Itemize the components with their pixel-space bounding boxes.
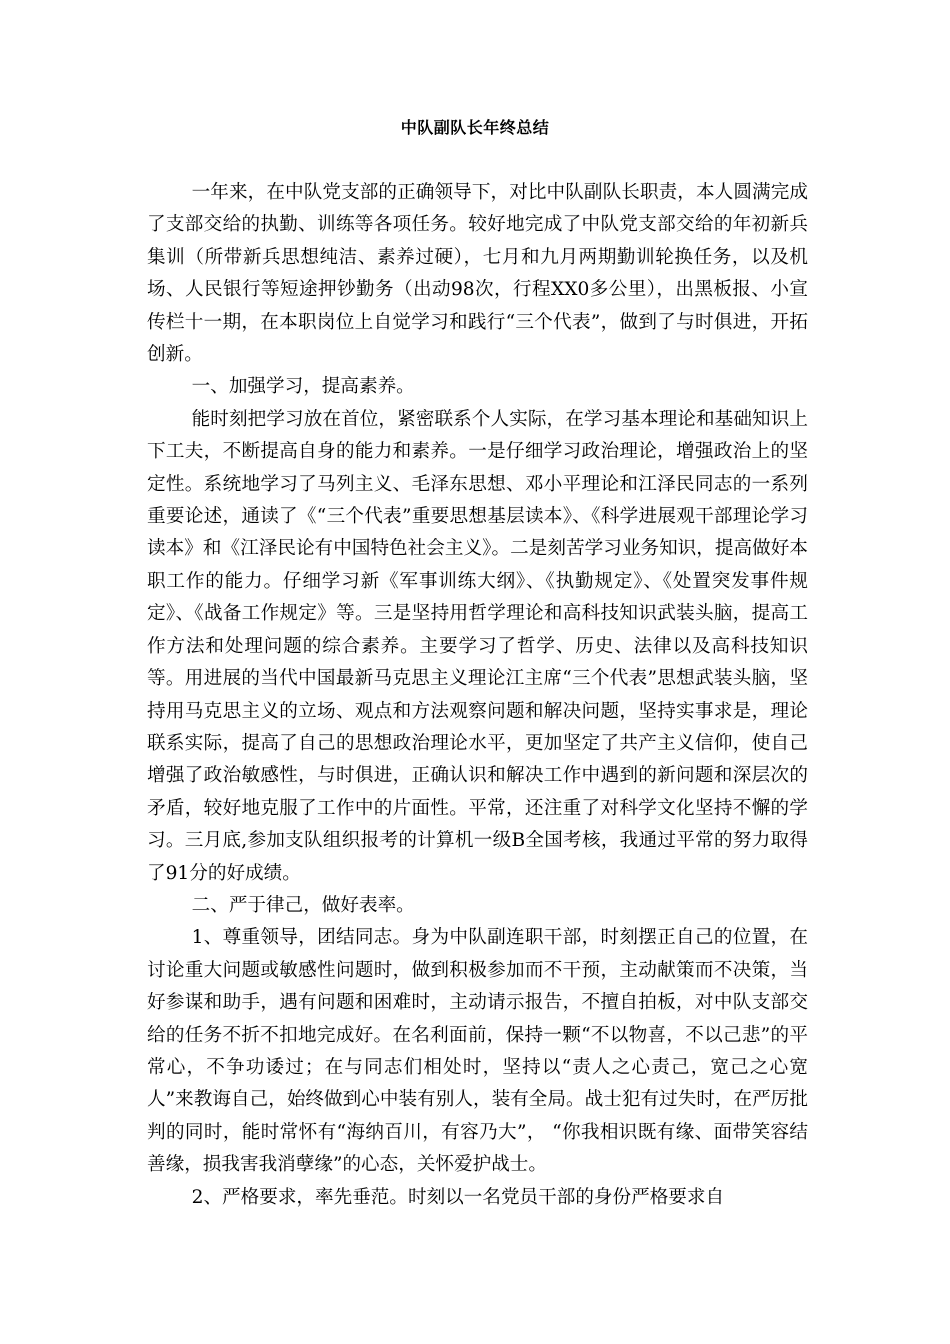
- document-title: 中队副队长年终总结: [400, 118, 550, 137]
- paragraph-intro: 一年来，在中队党支部的正确领导下，对比中队副队长职责，本人圆满完成了支部交给的执勤、训练等各项任务。较好地完成了中队党支部交给的年初新兵集训（所带新兵思想纯洁、素养过硬），七月和九月两期勤训轮换任务，以及机场、人民银行等短途押钞勤务（出动98次，行程XX0多公里），出黑板报、小宣传栏十一期，在本职岗位上自觉学习和践行“三个代表”，做到了与时俱进，开拓创新。: [147, 182, 808, 366]
- document-body: [147, 177, 808, 1214]
- section-heading-2: 二、严于律己，做好表率。: [191, 894, 415, 916]
- paragraph-study: 能时刻把学习放在首位，紧密联系个人实际，在学习基本理论和基础知识上下工夫，不断提高自身的能力和素养。一是仔细学习政治理论，增强政治上的坚定性。系统地学习了马列主义、毛泽东思想、邓小平理论和江泽民同志的一系列重要论述，通读了《“三个代表”重要思想基层读本》、《科学进展观干部理论学习读本》和《江泽民论有中国特色社会主义》。二是刻苦学习业务知识，提高做好本职工作的能力。仔细学习新《军事训练大纲》、《执勤规定》、《处置突发事件规定》、《战备工作规定》等。三是坚持用哲学理论和高科技知识武装头脑，提高工作方法和处理问题的综合素养。主要学习了哲学、历史、法律以及高科技知识等。用进展的当代中国最新马克思主义理论江主席“三个代表”思想武装头脑，坚持用马克思主义的立场、观点和方法观察问题和解决问题，坚持实事求是，理论联系实际，提高了自己的思想政治理论水平，更加坚定了共产主义信仰，使自己增强了政治敏感性，与时俱进，正确认识和解决工作中遇到的新问题和深层次的矛盾，较好地克服了工作中的片面性。平常，还注重了对科学文化坚持不懈的学习。三月底,参加支队组织报考的计算机一级B全国考核，我通过平常的努力取得了91分的好成绩。: [147, 408, 808, 884]
- paragraph-respect-leaders: 1、尊重领导，团结同志。身为中队副连职干部，时刻摆正自己的位置，在讨论重大问题或敏感性问题时，做到积极参加而不干预，主动献策而不决策，当好参谋和助手，遇有问题和困难时，主动请示报告，不擅自拍板，对中队支部交给的任务不折不扣地完成好。在名利面前，保持一颗“不以物喜，不以己悲”的平常心，不争功诿过；在与同志们相处时，坚持以“责人之心责己，宽己之心宽人”来教诲自己，始终做到心中装有别人，装有全局。战士犯有过失时，在严厉批判的同时，能时常怀有“海纳百川，有容乃大”， “你我相识既有缘、面带笑容结善缘，损我害我消孽缘”的心态，关怀爱护战士。: [147, 927, 808, 1176]
- section-heading-1: 一、加强学习，提高素养。: [191, 376, 415, 398]
- paragraph-strict-requirements: 2、严格要求，率先垂范。时刻以一名党员干部的身份严格要求自: [191, 1186, 725, 1208]
